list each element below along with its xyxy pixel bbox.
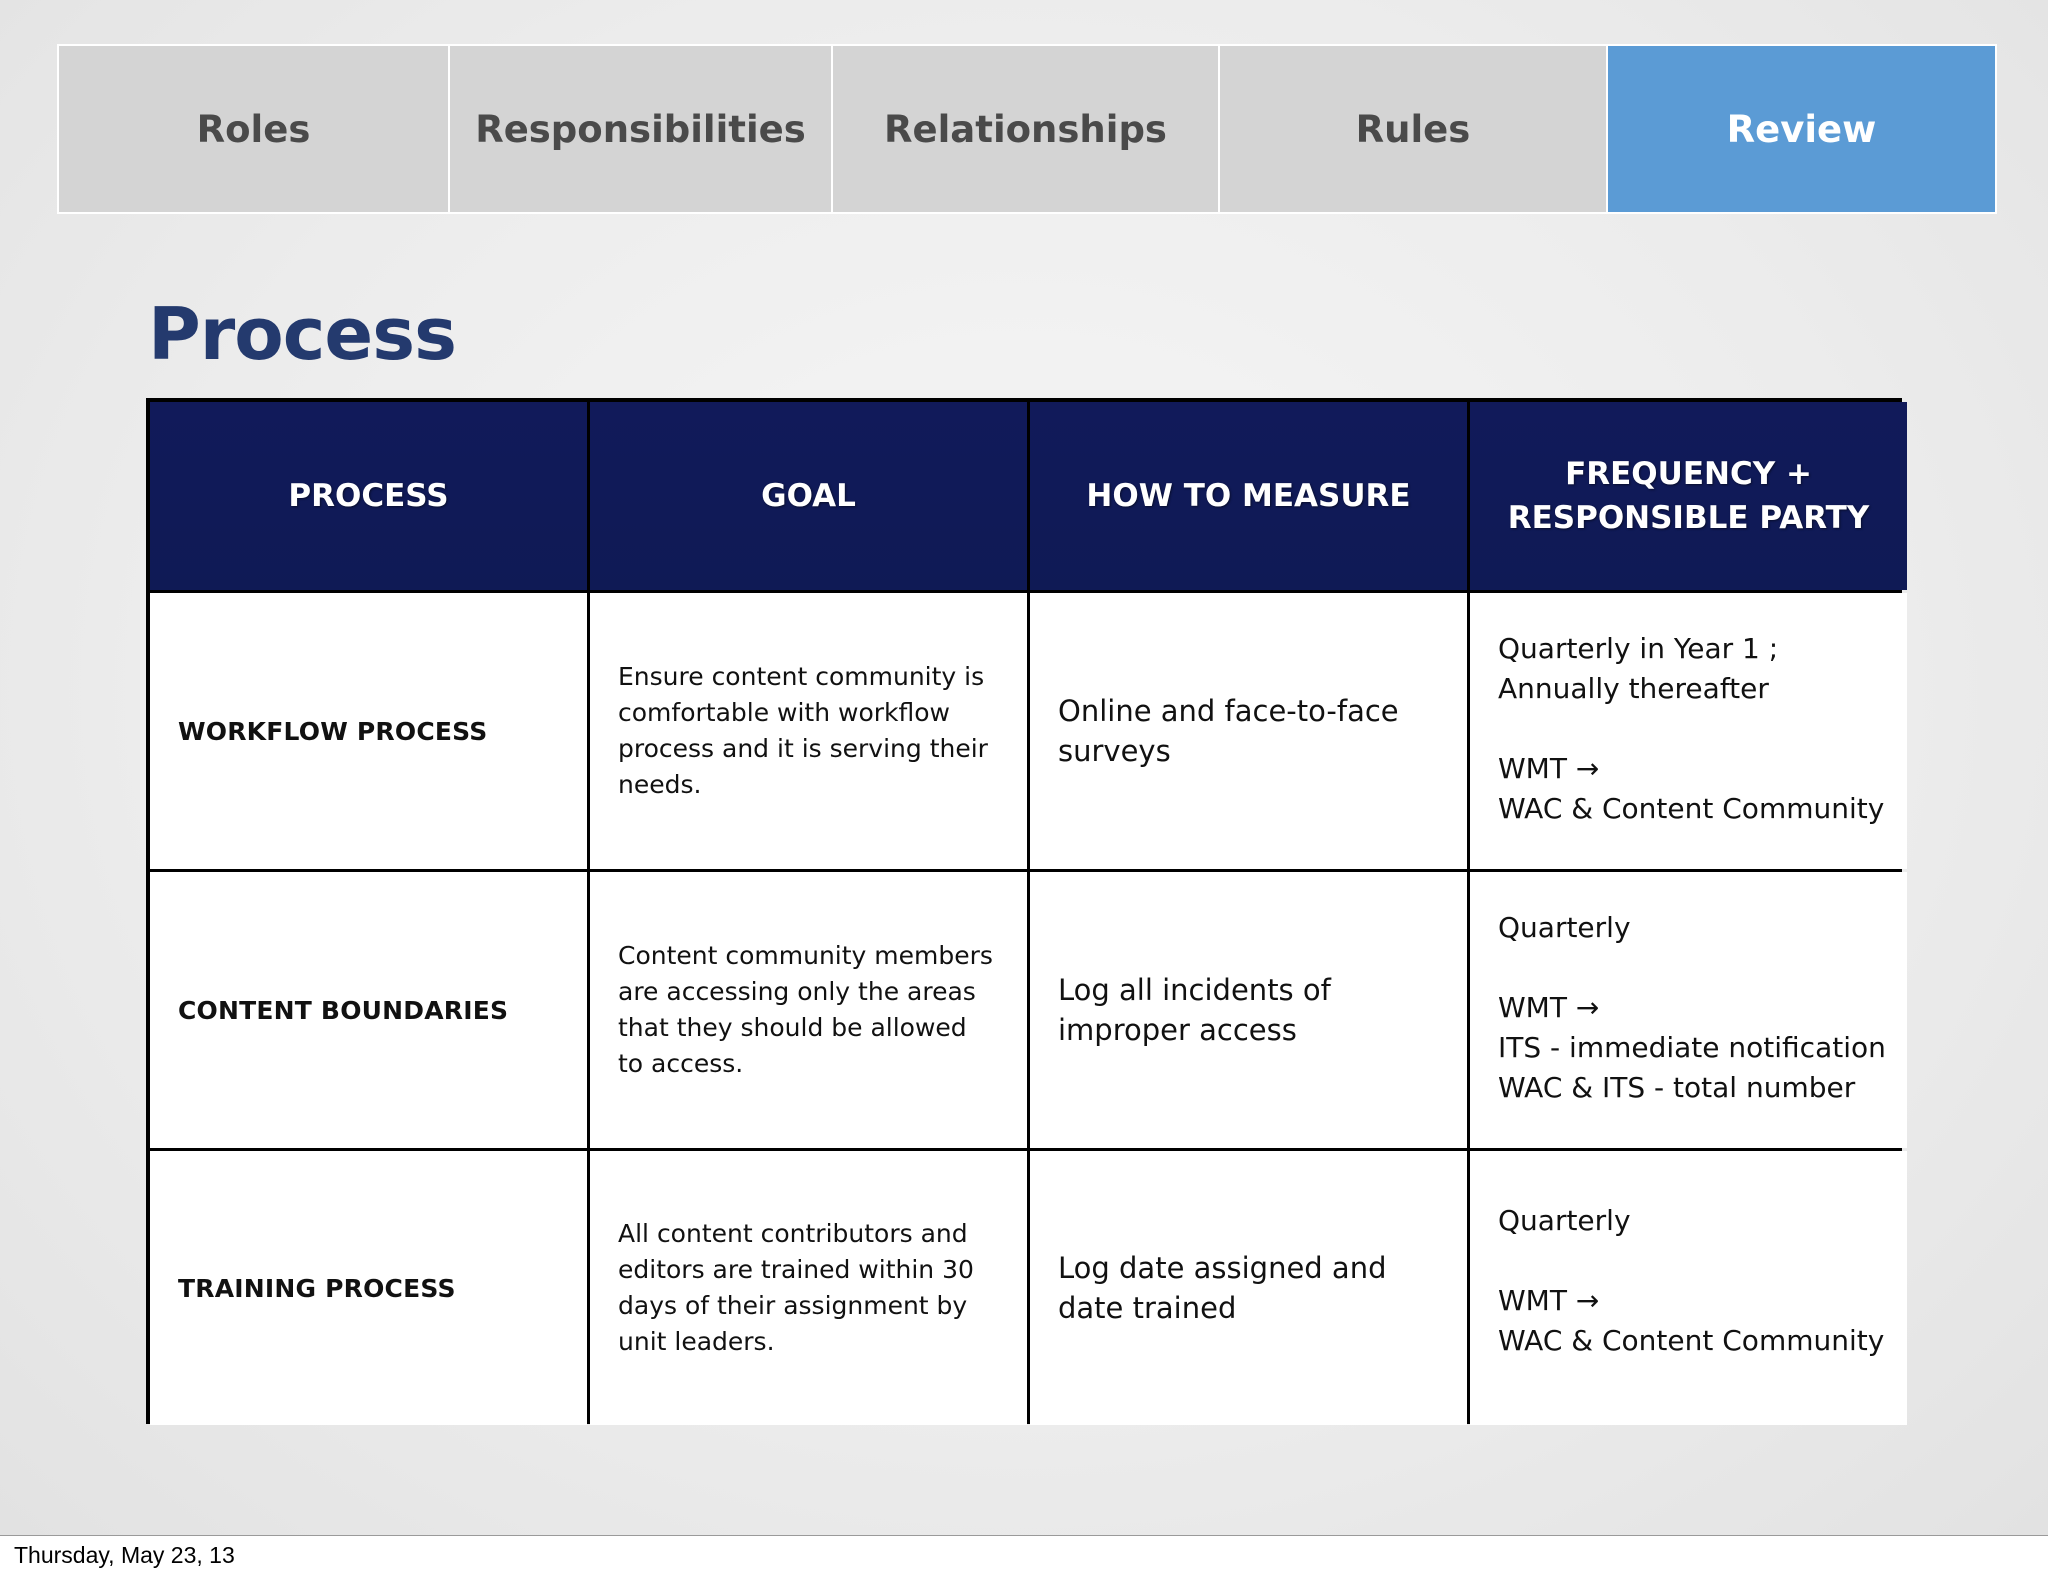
process-table: [146, 398, 1902, 1424]
row-1-frequency-line: Annually thereafter: [1498, 672, 1769, 705]
row-2-frequency-line: WMT →: [1498, 991, 1600, 1024]
row-2-process: CONTENT BOUNDARIES: [150, 872, 587, 1148]
row-1-frequency-line: Quarterly in Year 1 ;: [1498, 632, 1779, 665]
row-2-frequency: [1470, 872, 1907, 1148]
row-2-frequency-line: Quarterly: [1498, 911, 1631, 944]
row-1-goal: Ensure content community is comfortable with workflow process and it is serving their needs.: [590, 593, 1027, 869]
header-frequency: FREQUENCY + RESPONSIBLE PARTY: [1470, 402, 1907, 590]
page-title: Process: [148, 292, 456, 376]
row-3-frequency: [1470, 1151, 1907, 1425]
tab-rules[interactable]: Rules: [1220, 46, 1608, 212]
header-goal: GOAL: [590, 402, 1027, 590]
row-2-frequency-line: ITS - immediate notification: [1498, 1031, 1886, 1064]
row-1-frequency-line: WAC & Content Community: [1498, 792, 1885, 825]
row-3-frequency-line: WAC & Content Community: [1498, 1324, 1885, 1357]
row-2-goal: Content community members are accessing only the areas that they should be allowed to access.: [590, 872, 1027, 1148]
row-2-measure: Log all incidents of improper access: [1030, 872, 1467, 1148]
tab-review[interactable]: Review: [1608, 46, 1995, 212]
row-3-goal: All content contributors and editors are trained within 30 days of their assignment by unit leaders.: [590, 1151, 1027, 1425]
tab-roles[interactable]: Roles: [59, 46, 450, 212]
tab-responsibilities[interactable]: Responsibilities: [450, 46, 833, 212]
row-1-measure: Online and face-to-face surveys: [1030, 593, 1467, 869]
row-1-process: WORKFLOW PROCESS: [150, 593, 587, 869]
row-3-measure: Log date assigned and date trained: [1030, 1151, 1467, 1425]
row-3-process: TRAINING PROCESS: [150, 1151, 587, 1425]
row-3-frequency-line: Quarterly: [1498, 1204, 1631, 1237]
row-2-frequency-line: WAC & ITS - total number: [1498, 1071, 1856, 1104]
row-1-frequency: [1470, 593, 1907, 869]
footer-date: Thursday, May 23, 13: [14, 1542, 235, 1568]
nav-tabs: [57, 44, 1997, 214]
tab-relationships[interactable]: Relationships: [833, 46, 1220, 212]
row-1-frequency-line: WMT →: [1498, 752, 1600, 785]
row-3-frequency-line: WMT →: [1498, 1284, 1600, 1317]
header-process: PROCESS: [150, 402, 587, 590]
header-how-to-measure: HOW TO MEASURE: [1030, 402, 1467, 590]
